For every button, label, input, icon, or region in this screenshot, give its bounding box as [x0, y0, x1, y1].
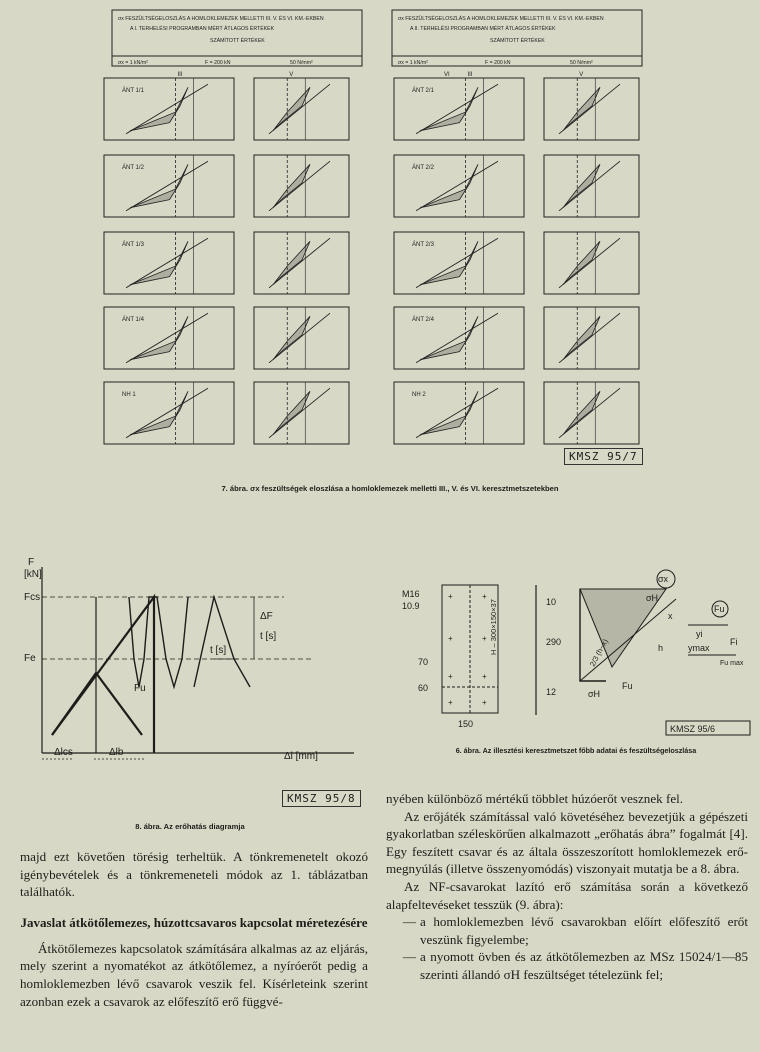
right-legend-force: F = 200 kN [485, 60, 511, 66]
panel-label: NH 2 [412, 392, 426, 398]
label-fu: Fu [134, 683, 146, 694]
right-paragraph-2: Az erőjáték számítással való követéséhez bevezetjük a gépészeti gyakorlatban széleskörűen alkalmazott „erőhatás ábra” fogalmát [4]. Egy feszített csavar és az általa összeszorított homloklemezek erő-megnyúlás (illetve összenyomódás) viszonyait mutatja be a 8. ábra. [386, 808, 748, 877]
panel-label: ÁNT 1/1 [122, 88, 144, 94]
panel-label: ÁNT 2/2 [412, 165, 434, 171]
stress-panel [544, 155, 639, 217]
figure-8-caption: 8. ábra. Az erőhatás diagramja [135, 822, 245, 831]
stress-panels-grid [104, 72, 639, 444]
stress-panel [254, 155, 349, 217]
bolt-size: M16 [402, 589, 420, 599]
dim-70: 70 [418, 657, 429, 667]
label-sigma-h-bottom: σH [588, 689, 601, 699]
left-legend-sigma: σx = 1 kN/m² [118, 60, 148, 66]
stress-panel [254, 382, 349, 444]
figure-7-caption: 7. ábra. σx feszültségek eloszlása a homloklemezek melletti III., V. és VI. keresztmetszetekben [221, 484, 559, 493]
right-paragraph-3: Az NF-csavarokat lazító erő számítása során a következő alapfeltevéseket tesszük (9. ábra): [386, 878, 748, 912]
label-delta-f: ΔF [260, 611, 273, 622]
panel-label: ÁNT 2/4 [412, 317, 434, 323]
column-label: III [177, 72, 183, 78]
right-legend-sigma: σx = 1 kN/m² [398, 60, 428, 66]
label-sigma-h-top: σH [646, 593, 659, 603]
figure-7-stress-distribution [100, 8, 660, 478]
dim-10: 10 [546, 597, 557, 607]
column-label: III [467, 72, 473, 78]
label-time-2: t [s] [210, 645, 227, 656]
right-legend-line-2: A II. TERHELÉSI PROGRAMBAN MÉRT ÁTLAGOS ÉRTÉKEK [410, 26, 556, 32]
column-label: VI [444, 72, 450, 78]
figure-6-caption: 6. ábra. Az illesztési keresztmetszet főbb adatai és feszültségeloszlása [455, 746, 697, 755]
label-ymax: ymax [688, 643, 710, 653]
stress-panel [254, 307, 349, 369]
load-cycle-2 [194, 597, 250, 687]
label-h: h [658, 643, 664, 653]
panel-label: ÁNT 2/1 [412, 88, 434, 94]
label-fcs: Fcs [24, 592, 41, 603]
label-fu-circle: Fu [714, 604, 725, 614]
bolt-grade: 10.9 [402, 601, 420, 611]
stress-panel [544, 78, 639, 140]
right-text-column [386, 790, 748, 984]
y-axis-unit: [kN] [24, 569, 42, 580]
left-legend-force: F = 200 kN [205, 60, 231, 66]
label-dlcs: Δlcs [54, 747, 73, 758]
list-item-text: a homloklemezben lévő csavarokban előírt előfeszítő erőt veszünk figyelembe; [420, 914, 748, 947]
panel-label: ÁNT 2/3 [412, 242, 434, 248]
list-item: — a nyomott övben és az átkötőlemezben az MSz 15024/1—85 szerinti állandó σH feszültséget tételezünk fel; [402, 949, 748, 982]
panel-label: ÁNT 1/3 [122, 242, 144, 248]
dim-60: 60 [418, 683, 429, 693]
svg-text:+: + [482, 634, 487, 643]
label-dlb: Δlb [109, 747, 124, 758]
plate-size: H – 300×150×37 [489, 599, 498, 655]
svg-text:+: + [448, 698, 453, 707]
svg-text:+: + [448, 634, 453, 643]
dim-12: 12 [546, 687, 557, 697]
figure-8-force-diagram [14, 555, 374, 795]
figure-6-cross-section [396, 555, 756, 745]
svg-text:+: + [482, 672, 487, 681]
plate-line [52, 673, 142, 735]
figure-7-stamp: KMSZ 95/7 [564, 448, 643, 465]
left-legend-scale: 50 N/mm² [290, 60, 313, 66]
panel-label: NH 1 [122, 392, 136, 398]
stress-panel [544, 232, 639, 294]
column-label: V [579, 72, 584, 78]
dim-150: 150 [458, 719, 474, 729]
figure-8-stamp: KMSZ 95/8 [282, 790, 361, 807]
svg-text:+: + [482, 698, 487, 707]
label-two-thirds: 2/3 (h−x) [587, 637, 610, 668]
svg-text:+: + [482, 592, 487, 601]
stress-panel [544, 382, 639, 444]
left-text-column [20, 848, 368, 1010]
stress-panel [254, 78, 349, 140]
label-fe: Fe [24, 653, 36, 664]
left-legend-line-1: σx FESZÜLTSÉGELOSZLÁS A HOMLOKLEMEZEK MELLETTI III. V. ÉS VI. KM.-EKBEN [118, 16, 324, 22]
x-axis-label: Δl [mm] [284, 751, 318, 762]
stress-panel [254, 232, 349, 294]
right-legend-scale: 50 N/mm² [570, 60, 593, 66]
left-legend-line-3: SZÁMÍTOTT ÉRTÉKEK [210, 38, 265, 44]
label-yi: yi [696, 629, 703, 639]
figure-6-stamp: KMSZ 95/6 [670, 724, 716, 734]
svg-text:+: + [448, 672, 453, 681]
label-fu-max: Fu max [720, 660, 744, 667]
y-axis-label: F [28, 557, 35, 568]
left-legend-line-2: A I. TERHELÉSI PROGRAMBAN MÉRT ÁTLAGOS ÉRTÉKEK [130, 26, 275, 32]
left-paragraph-1: majd ezt követően törésig terheltük. A tönkremenetelt okozó igénybevételek és a tönkremeneteli módok az 1. táblázatban találhatók. [20, 849, 368, 900]
section-heading: Javaslat átkötőlemezes, húzottcsavaros kapcsolat méretezésére [20, 914, 368, 930]
panel-label: ÁNT 1/2 [122, 165, 144, 171]
right-legend-line-3: SZÁMÍTOTT ÉRTÉKEK [490, 38, 545, 44]
list-item: — a homloklemezben lévő csavarokban előírt előfeszítő erőt veszünk figyelembe; [402, 914, 748, 947]
label-time: t [s] [260, 631, 277, 642]
right-legend-line-1: σx FESZÜLTSÉGELOSZLÁS A HOMLOKLEMEZEK MELLETTI III. V. ÉS VI. KM.-EKBEN [398, 16, 604, 22]
right-paragraph-1: nyében különböző mértékű többlet húzóerőt vesznek fel. [386, 791, 684, 806]
load-cycle-1 [129, 597, 188, 687]
panel-label: ÁNT 1/4 [122, 317, 144, 323]
label-fi: Fi [730, 637, 738, 647]
dim-290: 290 [546, 637, 562, 647]
label-fu-bottom: Fu [622, 681, 633, 691]
label-x: x [668, 611, 673, 621]
column-label: V [289, 72, 294, 78]
svg-text:+: + [448, 592, 453, 601]
label-sigma-x: σx [658, 574, 669, 584]
stress-panel [544, 307, 639, 369]
left-paragraph-2: Átkötőlemezes kapcsolatok számítására alkalmas az az eljárás, mely szerint a nyomatékot az átkötőlemez, a nyíróerőt pedig a homloklemezben lévő csavarok veszik fel. Kísérleteink szerint azonban ezek a csavarok az előfeszítő erő függvé- [20, 940, 368, 1009]
list-item-text: a nyomott övben és az átkötőlemezben az MSz 15024/1—85 szerinti állandó σH feszültséget tételezünk fel; [420, 949, 748, 982]
